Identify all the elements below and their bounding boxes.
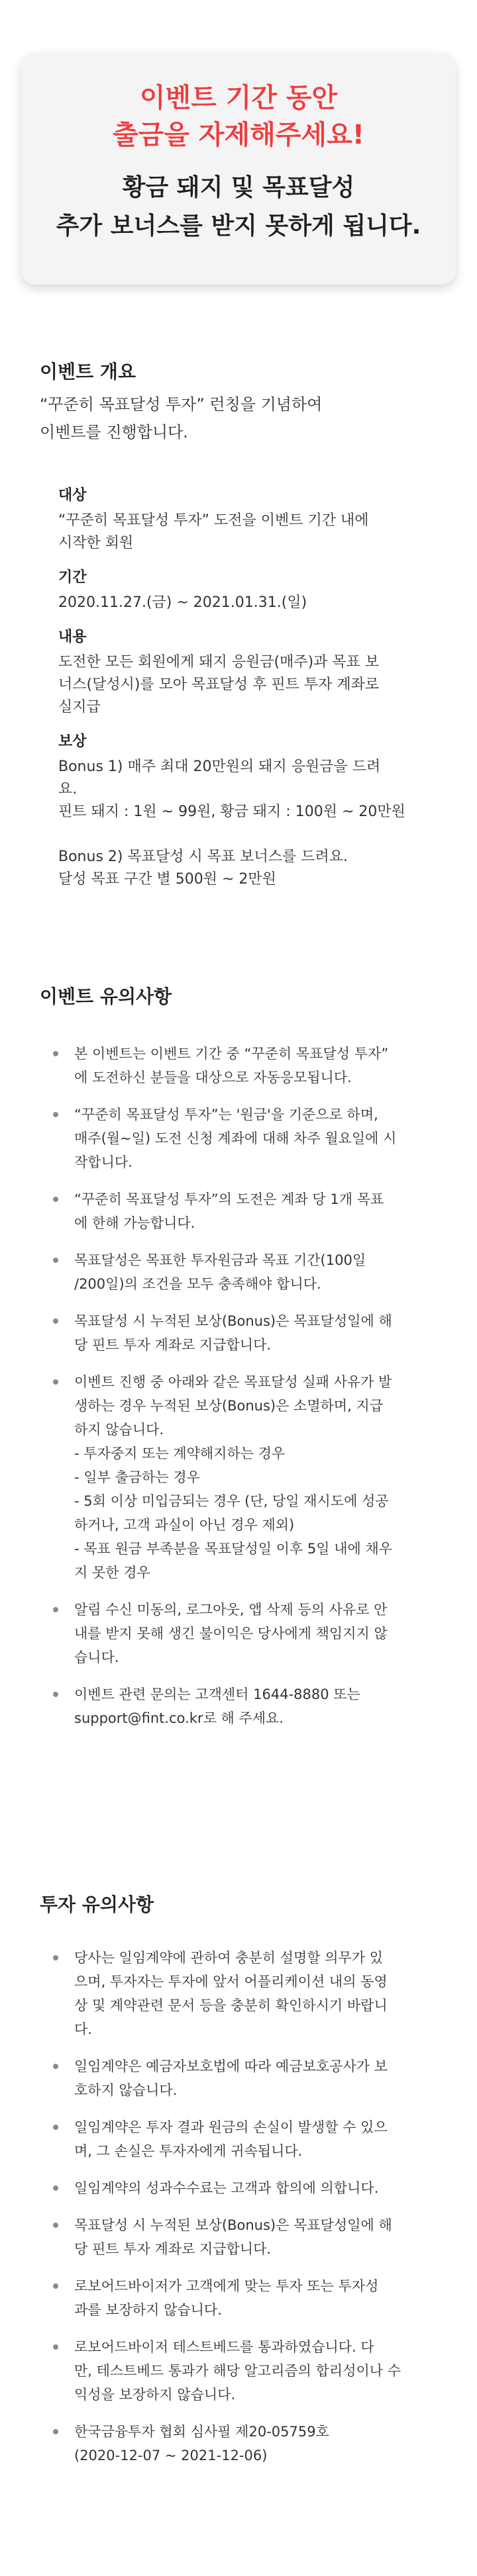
notice-item-line: 만, 테스트베드 통과가 해당 알고리즘의 합리성이나 수 <box>74 2363 401 2379</box>
notice-item <box>40 1370 444 1585</box>
notice-item-line: 과를 보장하지 않습니다. <box>74 2302 222 2318</box>
notice-item-line: 로보어드바이저가 고객에게 맞는 투자 또는 투자성 <box>74 2278 379 2294</box>
notice-item-line: 본 이벤트는 이벤트 기간 중 “꾸준히 목표달성 투자” <box>74 1046 389 1062</box>
intro-line: 이벤트를 진행합니다. <box>40 423 188 441</box>
notice-item-line: 일임계약의 성과수수료는 고객과 합의에 의합니다. <box>74 2180 379 2196</box>
notice-item <box>40 2176 444 2200</box>
notice-item-line: 이벤트 진행 중 아래와 같은 목표달성 실패 사유가 발 <box>74 1374 392 1390</box>
bullet-icon <box>53 2429 58 2434</box>
bullet-icon <box>53 1051 58 1056</box>
notice-item <box>40 1946 444 2041</box>
event-overview-intro <box>40 391 437 446</box>
bullet-icon <box>53 1692 58 1697</box>
reward-bonus2-detail: 달성 목표 구간 별 500원 ~ 2만원 <box>58 871 276 888</box>
detail-label: 내용 <box>58 629 87 645</box>
notice-item <box>40 2420 444 2467</box>
reward-bonus1-line: Bonus 1) 매주 최대 20만원의 돼지 응원금을 드려 <box>58 759 381 775</box>
notice-item <box>40 1598 444 1669</box>
notice-item-line: 일임계약은 예금자보호법에 따라 예금보호공사가 보 <box>74 2058 388 2074</box>
notice-item <box>40 2115 444 2163</box>
detail-reward <box>58 731 429 891</box>
notice-item <box>40 1187 444 1235</box>
detail-label: 대상 <box>58 487 87 504</box>
notice-item <box>40 2335 444 2407</box>
notice-item-line: 알림 수신 미동의, 로그아웃, 앱 삭제 등의 사유로 안 <box>74 1602 388 1618</box>
notice-item <box>40 1042 444 1089</box>
detail-line: 2020.11.27.(금) ~ 2021.01.31.(일) <box>58 594 307 611</box>
bullet-icon <box>53 1379 58 1385</box>
notice-item-line: (2020-12-07 ~ 2021-12-06) <box>74 2448 268 2463</box>
event-notice-title: 이벤트 유의사항 <box>40 986 172 1007</box>
notice-item-line: 지 못한 경우 <box>74 1565 150 1581</box>
notice-item-line: 한국금융투자 협회 심사필 제20-05759호 <box>74 2424 329 2440</box>
notice-item-line: 작합니다. <box>74 1154 132 1170</box>
bullet-icon <box>53 1607 58 1612</box>
intro-line: “꾸준히 목표달성 투자” 런칭을 기념하여 <box>40 395 323 414</box>
bullet-icon <box>53 2125 58 2130</box>
detail-line: 도전한 모든 회원에게 돼지 응원금(매주)과 목표 보 <box>58 654 380 670</box>
notice-item-line: 다. <box>74 2021 92 2037</box>
notice-item <box>40 1682 444 1730</box>
withdrawal-warning-card <box>21 53 456 285</box>
event-notice-list <box>40 1042 444 1743</box>
notice-item-line: - 5회 이상 미입금되는 경우 (단, 당일 재시도에 성공 <box>74 1493 389 1509</box>
detail-line: 실지급 <box>58 699 101 715</box>
detail-target <box>58 484 429 555</box>
event-overview-title: 이벤트 개요 <box>40 361 136 383</box>
bullet-icon <box>53 2064 58 2069</box>
notice-item-line: 당 핀트 투자 계좌로 지급합니다. <box>74 2241 272 2257</box>
detail-line: 너스(달성시)를 모아 목표달성 후 핀트 투자 계좌로 <box>58 676 380 693</box>
notice-item-line: 이벤트 관련 문의는 고객센터 1644-8880 또는 <box>74 1686 360 1702</box>
notice-item-line: 에 한해 가능합니다. <box>74 1215 195 1231</box>
notice-item-line: 생하는 경우 누적된 보상(Bonus)은 소멸하며, 지급 <box>74 1398 384 1414</box>
notice-item-line: 습니다. <box>74 1649 119 1665</box>
detail-content <box>58 626 429 719</box>
notice-item-line: 하거나, 고객 과실이 아닌 경우 제외) <box>74 1517 295 1533</box>
bullet-icon <box>53 1112 58 1117</box>
notice-item-line: 당 핀트 투자 계좌로 지급합니다. <box>74 1337 272 1353</box>
notice-item <box>40 2213 444 2261</box>
reward-bonus1-line: 요. <box>58 781 78 798</box>
notice-item-line: 목표달성 시 누적된 보상(Bonus)은 목표달성일에 해 <box>74 2217 392 2233</box>
notice-item-line: “꾸준히 목표달성 투자”는 '원금'을 기준으로 하며, <box>74 1107 378 1123</box>
notice-item-line: - 일부 출금하는 경우 <box>74 1469 200 1485</box>
notice-item <box>40 1103 444 1174</box>
reward-bonus1-detail: 핀트 돼지 : 1원 ~ 99원, 황금 돼지 : 100원 ~ 20만원 <box>58 804 405 820</box>
notice-item-line: 목표달성 시 누적된 보상(Bonus)은 목표달성일에 해 <box>74 1313 392 1329</box>
notice-item-line: - 목표 원금 부족분을 목표달성일 이후 5일 내에 채우 <box>74 1541 393 1557</box>
notice-item-line: “꾸준히 목표달성 투자”의 도전은 계좌 당 1개 목표 <box>74 1191 384 1207</box>
notice-item-line: 호하지 않습니다. <box>74 2082 178 2098</box>
bullet-icon <box>53 1197 58 1202</box>
warning-headline-line1: 이벤트 기간 동안 <box>139 83 338 113</box>
notice-item-line: 로보어드바이저 테스트베드를 통과하였습니다. 다 <box>74 2339 374 2355</box>
notice-item-line: - 투자중지 또는 계약해지하는 경우 <box>74 1446 286 1461</box>
bullet-icon <box>53 2185 58 2191</box>
notice-item-line: 에 도전하신 분들을 대상으로 자동응모됩니다. <box>74 1070 352 1085</box>
notice-item-line: support@fint.co.kr로 해 주세요. <box>74 1710 284 1726</box>
notice-item <box>40 1309 444 1357</box>
bullet-icon <box>53 2223 58 2228</box>
invest-notice-title: 투자 유의사항 <box>40 1894 154 1915</box>
detail-label: 기간 <box>58 569 87 586</box>
detail-line: “꾸준히 목표달성 투자” 도전을 이벤트 기간 내에 <box>58 512 369 529</box>
notice-item-line: 매주(월~일) 도전 신청 계좌에 대해 차주 월요일에 시 <box>74 1130 397 1146</box>
warning-sub-line2: 추가 보너스를 받지 못하게 됩니다. <box>56 212 421 240</box>
warning-headline-line2: 출금을 자제해주세요! <box>113 120 364 150</box>
notice-item-line: 일임계약은 투자 결과 원금의 손실이 발생할 수 있으 <box>74 2119 388 2135</box>
notice-item-line: /200일)의 조건을 모두 충족해야 합니다. <box>74 1276 321 1292</box>
notice-item-line: 으며, 투자자는 투자에 앞서 어플리케이션 내의 동영 <box>74 1974 388 1990</box>
notice-item <box>40 2054 444 2102</box>
notice-item <box>40 2274 444 2322</box>
notice-item-line: 상 및 계약관련 문서 등을 충분히 확인하시기 바랍니 <box>74 1998 388 2013</box>
notice-item-line: 하지 않습니다. <box>74 1422 164 1438</box>
bullet-icon <box>53 2283 58 2289</box>
notice-item <box>40 1248 444 1296</box>
invest-notice-list <box>40 1946 444 2481</box>
bullet-icon <box>53 1318 58 1324</box>
notice-item-line: 익성을 보장하지 않습니다. <box>74 2387 236 2403</box>
bullet-icon <box>53 1955 58 1960</box>
notice-item-line: 목표달성은 목표한 투자원금과 목표 기간(100일 <box>74 1252 366 1268</box>
bullet-icon <box>53 2344 58 2350</box>
notice-item-line: 며, 그 손실은 투자자에게 귀속됩니다. <box>74 2143 303 2159</box>
detail-line: 시작한 회원 <box>58 535 134 551</box>
warning-sub-line1: 황금 돼지 및 목표달성 <box>122 174 355 201</box>
detail-period <box>58 567 429 614</box>
detail-label: 보상 <box>58 733 87 750</box>
bullet-icon <box>53 1258 58 1263</box>
notice-item-line: 내를 받지 못해 생긴 불이익은 당사에게 책임지지 않 <box>74 1626 388 1641</box>
notice-item-line: 당사는 일임계약에 관하여 충분히 설명할 의무가 있 <box>74 1950 384 1966</box>
reward-bonus2-line: Bonus 2) 목표달성 시 목표 보너스를 드려요. <box>58 849 348 865</box>
